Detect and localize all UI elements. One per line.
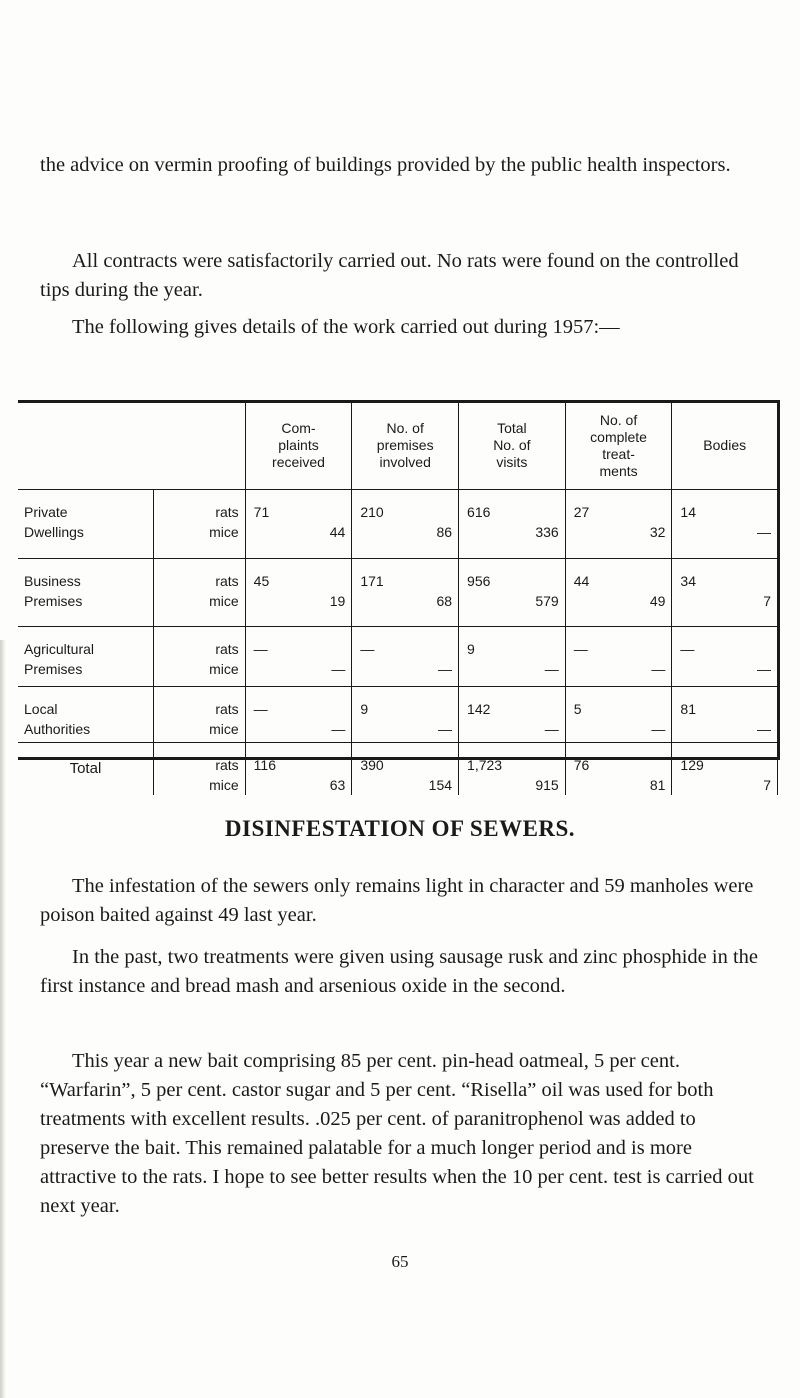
table-cell: 390 154 [352,742,459,795]
table-cell: 81 — [672,686,778,742]
intro-paragraph-2: All contracts were satisfactorily carried out. No rats were found on the controlled tips during the year. [40,250,739,301]
table-cell: 616 336 [459,489,566,558]
table-cell: 116 63 [245,742,352,795]
table-cell: 142 — [459,686,566,742]
page-margin-shadow [0,640,6,1398]
row-kinds: rats mice [153,686,245,742]
table-cell: 956 579 [459,558,566,626]
row-category: Business Premises [18,558,153,626]
table-row-total [18,742,778,795]
header-bodies: Bodies [672,403,778,489]
table-cell: 76 81 [565,742,672,795]
table-cell: — — [672,626,778,686]
page-number: 65 [391,1252,409,1271]
section-paragraph-2: In the past, two treatments were given using sausage rusk and zinc phosphide in the first instance and bread mash and arsenious oxide in the second. [40,946,759,997]
table-cell: 210 86 [352,489,459,558]
row-category: Local Authorities [18,686,153,742]
table-cell: 71 44 [245,489,352,558]
table-cell: 1,723 915 [459,742,566,795]
header-treatments: No. of complete treat- ments [565,403,672,489]
row-category: Agricultural Premises [18,626,153,686]
table-cell: 45 19 [245,558,352,626]
table-row [18,489,778,558]
table-cell: 171 68 [352,558,459,626]
row-kinds: rats mice [153,742,245,795]
header-complaints: Com- plaints received [245,403,352,489]
table-cell: 34 7 [672,558,778,626]
table-row [18,626,778,686]
row-kinds: rats mice [153,489,245,558]
table-cell: 44 49 [565,558,672,626]
table-cell: — — [565,626,672,686]
table-cell: 9 — [459,626,566,686]
intro-paragraph-3: The following gives details of the work carried out during 1957:— [72,316,620,338]
row-category: Total [18,742,153,795]
header-visits: Total No. of visits [459,403,566,489]
table-cell: 27 32 [565,489,672,558]
table-cell: — — [245,686,352,742]
table-cell: 5 — [565,686,672,742]
table-cell: 9 — [352,686,459,742]
section-paragraph-3: This year a new bait comprising 85 per cent. pin-head oatmeal, 5 per cent. “Warfarin”, 5 per cent. castor sugar and 5 per cent. “Risella” oil was used for both treatments with excellent results. .025 per cent. of paranitrophenol was added to preserve the bait. This remained palatable for a much longer period and is more attractive to the rats. I hope to see better results when the 10 per cent. test is carried out next year. [40,1050,754,1217]
table-row [18,558,778,626]
row-kinds: rats mice [153,558,245,626]
table-cell: — — [245,626,352,686]
section-heading: DISINFESTATION OF SEWERS. [224,816,576,841]
row-category: Private Dwellings [18,489,153,558]
table-cell: 14 — [672,489,778,558]
section-paragraph-1: The infestation of the sewers only remains light in character and 59 manholes were poison baited against 49 last year. [40,875,754,926]
intro-paragraph-1: the advice on vermin proofing of buildings provided by the public health inspectors. [40,154,731,176]
table-cell: 129 7 [672,742,778,795]
vermin-work-table [18,400,780,793]
row-kinds: rats mice [153,626,245,686]
table-cell: — — [352,626,459,686]
table-row [18,686,778,742]
header-premises: No. of premises involved [352,403,459,489]
header-blank [18,403,245,489]
data-table [18,403,778,795]
